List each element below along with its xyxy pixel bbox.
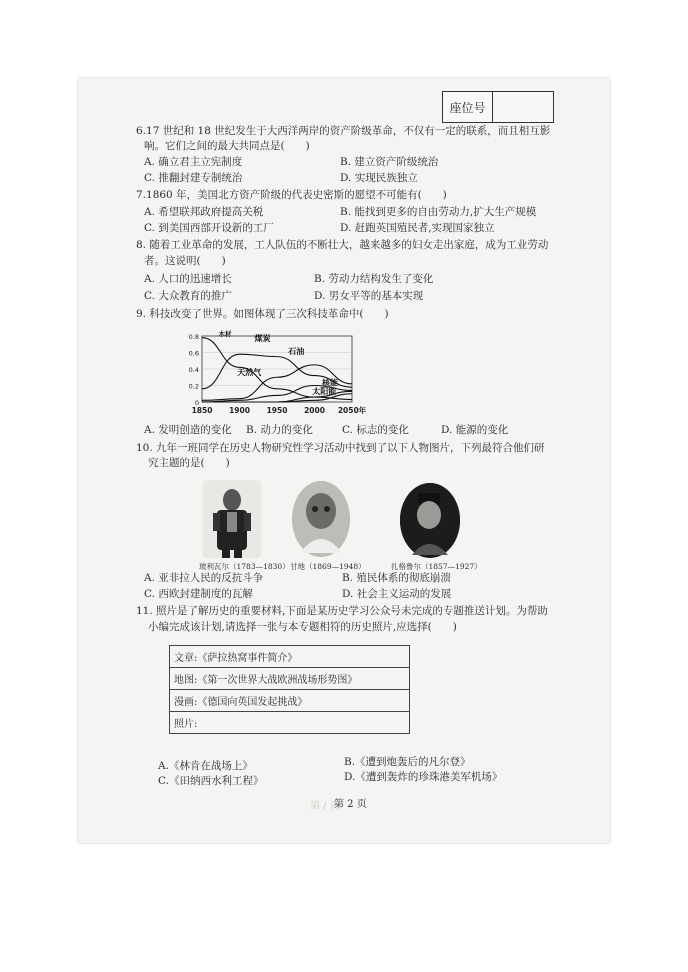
x-tick-label: 1850 — [191, 406, 213, 415]
zaghloul-portrait — [400, 483, 460, 558]
q8-stem-line1: 8. 随着工业革命的发展，工人队伍的不断壮大，越来越多的妇女走出家庭，成为工业劳动 — [136, 239, 549, 251]
q9-option-d[interactable]: D. 能源的变化 — [441, 424, 509, 436]
q7-option-d[interactable]: D. 赶跑英国殖民者,实现国家独立 — [340, 222, 495, 234]
q10-stem-line1: 10. 九年一班同学在历史人物研究性学习活动中找到了以下人物图片，下列最符合他们研 — [136, 442, 545, 454]
y-tick-label: 0.8 — [188, 333, 199, 341]
y-tick-label: 0 — [194, 399, 199, 407]
gandhi-caption: 甘地（1869—1948） — [290, 562, 366, 571]
bolivar-caption: 玻利瓦尔（1783—1830） — [199, 562, 290, 571]
zaghloul-caption: 扎格鲁尔（1857—1927） — [391, 562, 482, 571]
plan-row-article: 文章:《萨拉热窝事件简介》 — [170, 646, 410, 668]
plan-row-map: 地图:《第一次世界大战欧洲战场形势图》 — [170, 668, 410, 690]
q11-option-a[interactable]: A.《林肯在战场上》 — [158, 760, 253, 772]
q8-option-d[interactable]: D. 男女平等的基本实现 — [314, 290, 424, 302]
q7-option-a[interactable]: A. 希望联邦政府提高关税 — [144, 206, 264, 218]
y-tick-label: 0.6 — [188, 349, 199, 358]
q10-option-c[interactable]: C. 西欧封建制度的瓦解 — [144, 588, 253, 600]
q9-option-c[interactable]: C. 标志的变化 — [342, 424, 409, 436]
q10-stem-line2: 究主题的是( ) — [148, 457, 230, 469]
q10-option-d[interactable]: D. 社会主义运动的发展 — [342, 588, 452, 600]
q6-option-a[interactable]: A. 确立君主立宪制度 — [144, 156, 243, 168]
q6-option-d[interactable]: D. 实现民族独立 — [340, 172, 418, 184]
topic-plan-table — [169, 645, 410, 734]
x-tick-label: 2000 — [304, 406, 325, 415]
seat-number-label: 座位号 — [443, 92, 493, 122]
x-tick-label: 1950 — [266, 406, 288, 415]
q10-option-a[interactable]: A. 亚非拉人民的反抗斗争 — [144, 572, 264, 584]
x-tick-label: 1900 — [229, 406, 250, 415]
series-label-4: 核能 — [322, 378, 338, 388]
gandhi-portrait — [292, 481, 350, 557]
series-label-0: 木材 — [218, 330, 232, 338]
q6-stem-line1: 6.17 世纪和 18 世纪发生于大西洋两岸的资产阶级革命，不仅有一定的联系，而且相互影 — [136, 125, 551, 137]
series-label-3: 天然气 — [237, 367, 262, 377]
q9-option-b[interactable]: B. 动力的变化 — [246, 424, 313, 436]
seat-number-blank[interactable] — [493, 92, 553, 122]
q8-option-c[interactable]: C. 大众教育的推广 — [144, 290, 232, 302]
q9-option-a[interactable]: A. 发明创造的变化 — [144, 424, 232, 436]
series-label-2: 石油 — [288, 347, 305, 357]
q8-option-a[interactable]: A. 人口的迅速增长 — [144, 273, 232, 285]
q11-option-b[interactable]: B.《遭到炮轰后的凡尔登》 — [344, 756, 471, 768]
q8-option-b[interactable]: B. 劳动力结构发生了变化 — [314, 273, 434, 285]
q11-option-d[interactable]: D.《遭到轰炸的珍珠港美军机场》 — [344, 771, 503, 783]
page-number: 第 2 页 — [334, 799, 367, 810]
series-label-5: 太阳能 — [312, 386, 337, 396]
q6-option-c[interactable]: C. 推翻封建专制统治 — [144, 172, 243, 184]
q11-stem-line1: 11. 照片是了解历史的重要材料,下面是某历史学习公众号未完成的专题推送计划。为帮助 — [136, 605, 548, 617]
seat-number-box — [442, 91, 554, 123]
footer-left: 第 / 页 — [310, 801, 340, 812]
q7-stem: 7.1860 年，美国北方资产阶级的代表史密斯的愿望不可能有( ) — [136, 189, 447, 201]
q11-option-c[interactable]: C.《田纳西水利工程》 — [158, 775, 264, 787]
exam-sheet — [78, 78, 610, 843]
q11-stem-line2: 小编完成该计划,请选择一张与本专题相符的历史照片,应选择( ) — [148, 621, 457, 633]
plan-row-cartoon: 漫画:《德国向英国发起挑战》 — [170, 690, 410, 712]
q6-stem-line2: 响。它们之间的最大共同点是( ) — [144, 140, 310, 152]
x-tick-label: 2050年 — [337, 406, 367, 415]
q8-stem-line2: 者。这说明( ) — [144, 255, 226, 267]
q7-option-c[interactable]: C. 到美国西部开设新的工厂 — [144, 222, 274, 234]
energy-chart — [182, 330, 367, 418]
q10-option-b[interactable]: B. 殖民体系的彻底崩溃 — [342, 572, 451, 584]
y-tick-label: 0.2 — [188, 382, 199, 391]
y-tick-label: 0.4 — [188, 366, 199, 374]
plan-row-photo: 照片: — [170, 712, 410, 734]
bolivar-portrait — [203, 480, 261, 558]
series-label-1: 煤炭 — [254, 333, 271, 343]
q9-stem: 9. 科技改变了世界。如图体现了三次科技革命中( ) — [136, 308, 389, 320]
q7-option-b[interactable]: B. 能找到更多的自由劳动力,扩大生产规模 — [340, 206, 537, 218]
q6-option-b[interactable]: B. 建立资产阶级统治 — [340, 156, 439, 168]
